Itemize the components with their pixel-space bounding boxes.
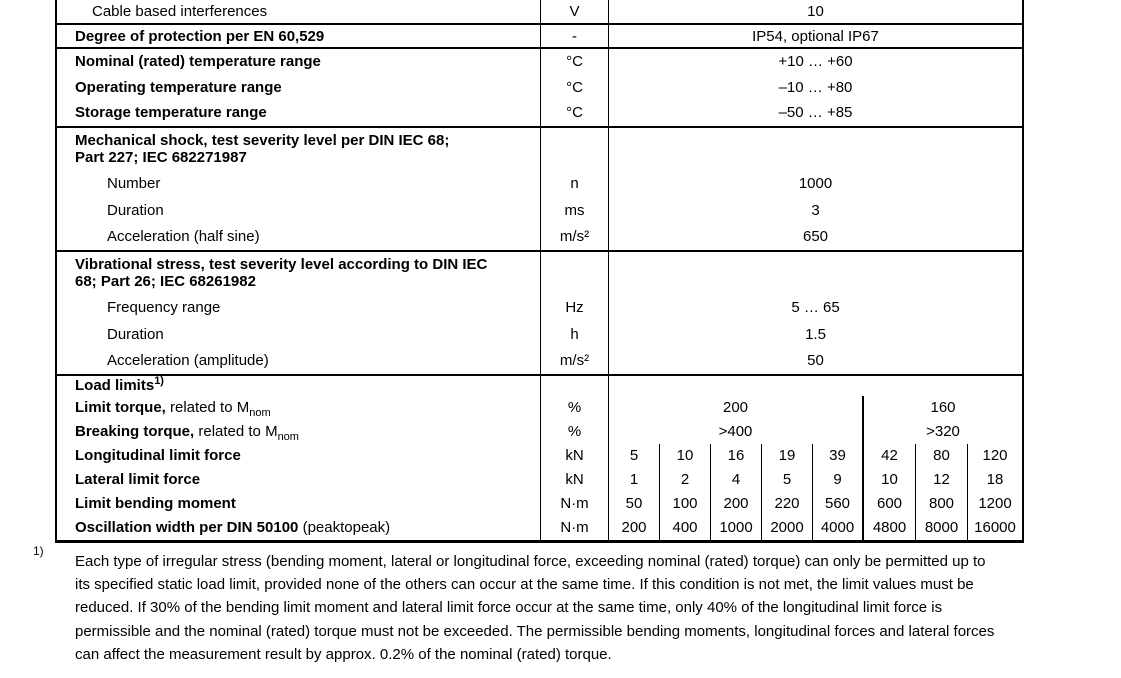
param-label-rest: related to M bbox=[165, 399, 250, 417]
unit-cell: V bbox=[569, 3, 580, 20]
value-cell: 4000 bbox=[813, 516, 864, 540]
value-cell: 50 bbox=[609, 492, 660, 516]
value-cell: 120 bbox=[982, 447, 1008, 465]
section-header bbox=[57, 128, 540, 171]
unit-cell: m/s² bbox=[559, 351, 590, 369]
param-label: Acceleration (amplitude) bbox=[107, 351, 269, 369]
value-cell: +10 … +60 bbox=[778, 53, 853, 71]
param-label-rest: (peaktopeak) bbox=[298, 519, 391, 537]
unit-cell: Hz bbox=[565, 299, 584, 317]
footnote-text bbox=[75, 550, 1093, 666]
param-label bbox=[57, 471, 200, 488]
value-cell: >320 bbox=[926, 423, 960, 441]
unit-cell: n bbox=[570, 175, 579, 193]
param-label-bold: Longitudinal limit force bbox=[75, 447, 241, 465]
param-label-subscript: nom bbox=[277, 431, 299, 444]
unit-cell: m/s² bbox=[559, 228, 590, 246]
value-cell: 16 bbox=[711, 444, 762, 468]
section-temperature-ranges bbox=[57, 49, 1022, 128]
row-cable-interferences bbox=[57, 0, 1022, 25]
value-cell: 10 bbox=[864, 468, 916, 492]
unit-cell: kN bbox=[565, 471, 584, 489]
value-cell: 8000 bbox=[916, 516, 968, 540]
param-label-bold: Limit torque, bbox=[75, 399, 166, 417]
section-header-line: Mechanical shock, test severity level per DIN IEC 68; bbox=[75, 131, 450, 149]
param-label bbox=[57, 495, 236, 512]
section-load-limits bbox=[57, 376, 1022, 543]
value-cell: 16000 bbox=[974, 519, 1016, 537]
value-cell: 600 bbox=[864, 492, 916, 516]
footnote-line: Each type of irregular stress (bending moment, lateral or longitudinal force, exceeding nominal (rated) torque) can only be permitted up to bbox=[75, 553, 986, 570]
param-label: Cable based interferences bbox=[92, 3, 268, 20]
value-cell: 19 bbox=[762, 444, 813, 468]
value-cell: 42 bbox=[864, 444, 916, 468]
value-cell: 12 bbox=[916, 468, 968, 492]
param-label-bold: Breaking torque, bbox=[75, 423, 195, 441]
section-vibrational-stress bbox=[57, 252, 1022, 376]
footnote-line: its specified static load limit, provided none of the others can occur at the same time. If this condition is not met, the limit values must be bbox=[75, 576, 974, 594]
param-label: Acceleration (half sine) bbox=[107, 228, 260, 246]
value-cell: >400 bbox=[609, 420, 864, 444]
unit-cell: N·m bbox=[560, 495, 589, 513]
param-label: Nominal (rated) temperature range bbox=[75, 53, 321, 71]
section-mechanical-shock bbox=[57, 128, 1022, 252]
load-limits-title-text: Load limits bbox=[75, 377, 155, 395]
value-cell: 4 bbox=[711, 468, 762, 492]
param-label bbox=[57, 399, 271, 420]
value-cell: 100 bbox=[660, 492, 711, 516]
param-label: Duration bbox=[107, 325, 164, 343]
value-cell: 3 bbox=[811, 201, 820, 219]
value-cell: –10 … +80 bbox=[778, 78, 853, 96]
value-cell: 5 … 65 bbox=[791, 299, 840, 317]
value-cell: 220 bbox=[762, 492, 813, 516]
param-label: Storage temperature range bbox=[75, 104, 267, 122]
param-label bbox=[57, 423, 299, 444]
value-cell: 10 bbox=[807, 3, 824, 20]
value-cell: 80 bbox=[916, 444, 968, 468]
section-header-line: 68; Part 26; IEC 68261982 bbox=[75, 272, 256, 290]
param-label: Duration bbox=[107, 201, 164, 219]
value-cell: 200 bbox=[609, 516, 660, 540]
section-header-line: Vibrational stress, test severity level according to DIN IEC bbox=[75, 255, 488, 273]
value-cell: 160 bbox=[930, 399, 956, 417]
row-degree-of-protection bbox=[57, 25, 1022, 49]
value-cell: 1000 bbox=[798, 175, 833, 193]
value-cell: 4800 bbox=[864, 516, 916, 540]
param-label bbox=[57, 447, 241, 464]
unit-cell: ms bbox=[564, 201, 585, 219]
param-label: Frequency range bbox=[107, 299, 221, 317]
value-cell: 400 bbox=[660, 516, 711, 540]
load-limits-title bbox=[57, 377, 164, 394]
value-cell: 2 bbox=[660, 468, 711, 492]
spec-table bbox=[55, 0, 1024, 543]
param-label-bold: Lateral limit force bbox=[75, 471, 201, 489]
value-cell: 1 bbox=[609, 468, 660, 492]
unit-cell: °C bbox=[566, 78, 583, 96]
param-label bbox=[57, 519, 390, 536]
param-label-bold: Limit bending moment bbox=[75, 495, 236, 513]
value-cell: 5 bbox=[609, 444, 660, 468]
value-cell: 1200 bbox=[978, 495, 1012, 513]
unit-cell: kN bbox=[565, 447, 584, 465]
value-cell: 650 bbox=[802, 228, 829, 246]
footnote-line: can affect the measurement result by approx. 0.2% of the nominal (rated) torque. bbox=[75, 645, 612, 663]
force-values-grid bbox=[609, 444, 1022, 540]
value-cell: 5 bbox=[762, 468, 813, 492]
unit-cell: h bbox=[570, 325, 579, 343]
unit-cell: % bbox=[567, 423, 582, 441]
value-cell: 200 bbox=[711, 492, 762, 516]
unit-cell: % bbox=[567, 399, 582, 417]
unit-cell: - bbox=[572, 27, 577, 45]
value-cell: 1000 bbox=[711, 516, 762, 540]
torque-value-row bbox=[609, 420, 1022, 444]
value-cell: IP54, optional IP67 bbox=[752, 27, 879, 45]
value-cell: 200 bbox=[609, 396, 864, 420]
section-header-line: Part 227; IEC 682271987 bbox=[75, 148, 247, 166]
value-cell: 1.5 bbox=[805, 325, 826, 343]
footnote: 1) Each type of irregular stress (bending moment, lateral or longitudinal force, exceeding nominal (rated) torque) can only be permitted up to its specified static load limit, provided none of the others can occur at the same time. If this condition is not met, the limit values must be reduced. If 30% of the bending limit moment and lateral limit force occur at the same time, only 40% of the longitudinal limit force is permissible and the nominal (rated) torque must not be exceeded. The permissible bending moments, longitudinal forces and lateral forces can affect the measurement result by approx. 0.2% of the nominal (rated) torque. bbox=[33, 550, 1093, 666]
footnote-reference: 1) bbox=[154, 375, 164, 388]
unit-cell: °C bbox=[566, 104, 583, 122]
value-cell: 10 bbox=[660, 444, 711, 468]
param-label: Operating temperature range bbox=[75, 78, 282, 96]
value-cell: 560 bbox=[813, 492, 864, 516]
param-label-rest: related to M bbox=[194, 423, 278, 441]
param-label: Number bbox=[107, 175, 161, 193]
torque-value-row bbox=[609, 396, 1022, 420]
param-label-bold: Oscillation width per DIN 50100 bbox=[75, 519, 299, 537]
value-cell: 9 bbox=[813, 468, 864, 492]
unit-cell: °C bbox=[566, 53, 583, 71]
param-label-subscript: nom bbox=[249, 407, 271, 420]
param-label: Degree of protection per EN 60,529 bbox=[75, 27, 325, 45]
section-header bbox=[57, 252, 540, 295]
value-cell: 18 bbox=[986, 471, 1004, 489]
unit-cell: N·m bbox=[560, 519, 589, 537]
value-cell: 39 bbox=[813, 444, 864, 468]
value-cell: –50 … +85 bbox=[778, 104, 853, 122]
footnote-line: reduced. If 30% of the bending limit moment and lateral limit force occur at the same time, only 40% of the longitudinal limit force is bbox=[75, 599, 943, 617]
footnote-line: permissible and the nominal (rated) torque must not be exceeded. The permissible bending moments, longitudinal forces and lateral forces bbox=[75, 622, 995, 640]
value-cell: 50 bbox=[807, 351, 824, 369]
value-cell: 2000 bbox=[762, 516, 813, 540]
value-cell: 800 bbox=[916, 492, 968, 516]
